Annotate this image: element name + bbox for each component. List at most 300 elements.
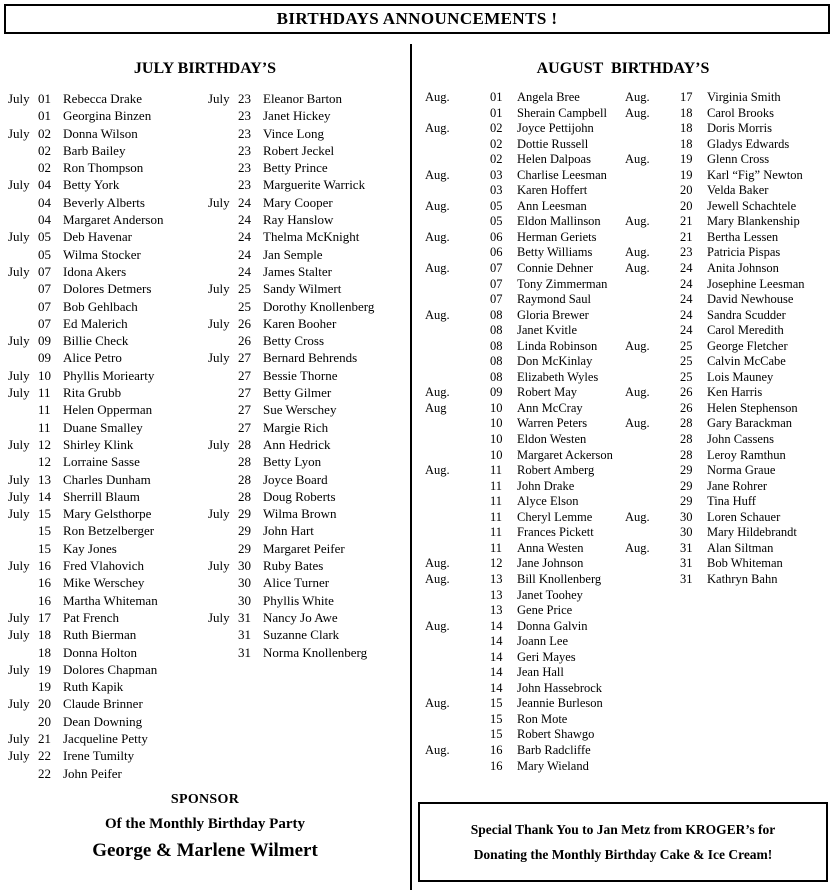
title-banner bbox=[4, 4, 830, 34]
month-label: Aug. bbox=[625, 261, 650, 276]
person-name: Jean Hall bbox=[517, 665, 564, 680]
person-name: Margie Rich bbox=[263, 419, 329, 435]
birthday-row bbox=[425, 416, 617, 432]
day-number: 04 bbox=[38, 212, 51, 228]
person-name: George Fletcher bbox=[707, 338, 788, 353]
birthday-row bbox=[425, 90, 617, 106]
month-label bbox=[625, 370, 680, 386]
person-name: Duane Smalley bbox=[63, 419, 143, 435]
month-label bbox=[425, 354, 490, 370]
month-label: Aug. bbox=[625, 385, 650, 400]
day-number: 28 bbox=[238, 471, 251, 487]
person-name: Eldon Mallinson bbox=[517, 214, 601, 229]
birthday-row bbox=[425, 121, 617, 137]
person-name: Bob Whiteman bbox=[707, 556, 783, 571]
birthday-row bbox=[625, 199, 834, 215]
person-name: Joyce Board bbox=[263, 471, 328, 487]
birthday-row bbox=[208, 107, 410, 124]
month-label bbox=[425, 214, 490, 230]
month-label bbox=[625, 448, 680, 464]
birthday-row bbox=[425, 214, 617, 230]
month-label: July bbox=[8, 488, 30, 504]
month-label: Aug. bbox=[625, 338, 650, 353]
person-name: Don McKinlay bbox=[517, 354, 593, 369]
person-name: Kathryn Bahn bbox=[707, 571, 778, 586]
birthday-row bbox=[8, 678, 200, 695]
day-number: 13 bbox=[490, 603, 503, 618]
day-number: 08 bbox=[490, 369, 503, 384]
birthday-row bbox=[208, 176, 410, 193]
birthday-row bbox=[425, 448, 617, 464]
month-label: Aug. bbox=[425, 385, 450, 400]
birthday-row bbox=[8, 107, 200, 124]
day-number: 31 bbox=[680, 540, 693, 555]
day-number: 16 bbox=[490, 758, 503, 773]
day-number: 01 bbox=[38, 91, 51, 106]
day-number: 05 bbox=[490, 214, 503, 229]
birthday-row bbox=[625, 245, 834, 261]
month-label bbox=[425, 479, 490, 495]
birthday-row bbox=[425, 556, 617, 572]
person-name: Patricia Pispas bbox=[707, 245, 781, 260]
birthday-row bbox=[625, 432, 834, 448]
month-label bbox=[208, 332, 238, 349]
day-number: 19 bbox=[38, 679, 51, 695]
month-label bbox=[425, 277, 490, 293]
birthday-row bbox=[425, 152, 617, 168]
month-label bbox=[8, 644, 38, 661]
birthday-row bbox=[425, 588, 617, 604]
month-label bbox=[625, 354, 680, 370]
birthday-row bbox=[625, 277, 834, 293]
birthday-row bbox=[625, 541, 834, 557]
birthday-row bbox=[425, 354, 617, 370]
birthday-row bbox=[425, 619, 617, 635]
day-number: 25 bbox=[238, 281, 251, 297]
day-number: 24 bbox=[680, 323, 693, 338]
person-name: Suzanne Clark bbox=[263, 627, 340, 643]
birthday-row bbox=[425, 479, 617, 495]
day-number: 07 bbox=[490, 276, 503, 291]
birthday-row bbox=[425, 432, 617, 448]
person-name: John Peifer bbox=[63, 765, 122, 781]
day-number: 12 bbox=[490, 556, 503, 571]
person-name: Donna Wilson bbox=[63, 125, 138, 141]
day-number: 25 bbox=[680, 338, 693, 353]
person-name: Irene Tumilty bbox=[63, 748, 135, 764]
month-label bbox=[208, 263, 238, 280]
birthday-row bbox=[625, 292, 834, 308]
person-name: Eldon Westen bbox=[517, 432, 587, 447]
birthday-row bbox=[8, 125, 200, 142]
birthday-row bbox=[208, 125, 410, 142]
birthday-row bbox=[208, 280, 410, 297]
birthday-row bbox=[208, 644, 410, 661]
birthday-row bbox=[625, 510, 834, 526]
person-name: John Drake bbox=[517, 478, 575, 493]
birthday-row bbox=[625, 494, 834, 510]
day-number: 30 bbox=[238, 592, 251, 608]
person-name: Dolores Chapman bbox=[63, 661, 158, 677]
birthday-row bbox=[8, 471, 200, 488]
birthday-row bbox=[625, 385, 834, 401]
month-label bbox=[625, 463, 680, 479]
person-name: Sandy Wilmert bbox=[263, 281, 342, 297]
person-name: Gloria Brewer bbox=[517, 307, 589, 322]
day-number: 12 bbox=[38, 454, 51, 470]
august-columns bbox=[412, 90, 834, 774]
day-number: 11 bbox=[490, 525, 503, 540]
day-number: 28 bbox=[680, 416, 693, 431]
person-name: Gary Barackman bbox=[707, 416, 793, 431]
person-name: James Stalter bbox=[263, 263, 332, 279]
month-label: Aug. bbox=[425, 198, 450, 213]
birthday-row bbox=[425, 572, 617, 588]
august-section bbox=[412, 44, 834, 890]
day-number: 24 bbox=[238, 194, 251, 210]
month-label: July bbox=[8, 506, 30, 522]
birthday-row bbox=[625, 448, 834, 464]
birthday-row bbox=[8, 298, 200, 315]
day-number: 27 bbox=[238, 367, 251, 383]
day-number: 29 bbox=[238, 523, 251, 539]
month-label: Aug. bbox=[625, 214, 650, 229]
person-name: Glenn Cross bbox=[707, 152, 770, 167]
person-name: Gene Price bbox=[517, 603, 573, 618]
person-name: Geri Mayes bbox=[517, 649, 576, 664]
month-label bbox=[425, 292, 490, 308]
august-heading: AUGUST BIRTHDAY’S bbox=[536, 60, 710, 77]
day-number: 02 bbox=[490, 136, 503, 151]
month-label bbox=[8, 522, 38, 539]
month-label bbox=[208, 453, 238, 470]
day-number: 28 bbox=[238, 488, 251, 504]
day-number: 02 bbox=[38, 160, 51, 176]
birthday-row bbox=[8, 367, 200, 384]
birthday-row bbox=[8, 384, 200, 401]
day-number: 26 bbox=[238, 315, 251, 331]
sponsor-subtitle: Of the Monthly Birthday Party bbox=[105, 815, 305, 832]
day-number: 10 bbox=[490, 416, 503, 431]
month-label bbox=[625, 525, 680, 541]
month-label bbox=[208, 384, 238, 401]
month-label bbox=[625, 556, 680, 572]
day-number: 11 bbox=[490, 463, 503, 478]
birthday-row bbox=[208, 315, 410, 332]
month-label bbox=[425, 510, 490, 526]
month-label: July bbox=[8, 333, 30, 349]
person-name: Margaret Ackerson bbox=[517, 447, 613, 462]
person-name: Donna Holton bbox=[63, 644, 138, 660]
day-number: 14 bbox=[38, 488, 51, 504]
birthday-row bbox=[8, 592, 200, 609]
person-name: Helen Stephenson bbox=[707, 400, 798, 415]
month-label bbox=[8, 246, 38, 263]
person-name: Carol Meredith bbox=[707, 323, 784, 338]
birthday-row bbox=[425, 463, 617, 479]
person-name: Ed Malerich bbox=[63, 315, 128, 331]
person-name: Rebecca Drake bbox=[63, 91, 143, 106]
day-number: 17 bbox=[38, 609, 51, 625]
july-heading: JULY BIRTHDAY’S bbox=[133, 60, 277, 77]
person-name: Ron Thompson bbox=[63, 160, 144, 176]
day-number: 14 bbox=[490, 634, 503, 649]
person-name: Martha Whiteman bbox=[63, 592, 158, 608]
month-label: Aug. bbox=[425, 742, 450, 757]
birthday-row bbox=[425, 681, 617, 697]
birthday-row bbox=[208, 384, 410, 401]
day-number: 02 bbox=[490, 121, 503, 136]
day-number: 13 bbox=[38, 471, 51, 487]
birthday-row bbox=[8, 505, 200, 522]
birthday-row bbox=[8, 540, 200, 557]
month-label bbox=[425, 759, 490, 775]
month-label bbox=[425, 137, 490, 153]
day-number: 27 bbox=[238, 419, 251, 435]
day-number: 15 bbox=[38, 523, 51, 539]
person-name: Barb Radcliffe bbox=[517, 742, 591, 757]
month-label bbox=[425, 712, 490, 728]
month-label bbox=[8, 298, 38, 315]
birthday-row bbox=[8, 488, 200, 505]
birthday-row bbox=[625, 463, 834, 479]
month-label bbox=[208, 592, 238, 609]
day-number: 11 bbox=[38, 402, 51, 418]
day-number: 30 bbox=[680, 525, 693, 540]
birthday-row bbox=[425, 245, 617, 261]
birthday-row bbox=[425, 277, 617, 293]
birthday-row bbox=[8, 263, 200, 280]
day-number: 01 bbox=[490, 90, 503, 104]
month-label: July bbox=[8, 627, 30, 643]
birthday-row bbox=[208, 419, 410, 436]
person-name: Jacqueline Petty bbox=[63, 730, 148, 746]
day-number: 31 bbox=[238, 609, 251, 625]
month-label: Aug. bbox=[425, 261, 450, 276]
day-number: 04 bbox=[38, 177, 51, 193]
month-label: July bbox=[8, 558, 30, 574]
person-name: Betty Prince bbox=[263, 160, 328, 176]
birthday-row bbox=[8, 228, 200, 245]
day-number: 07 bbox=[490, 292, 503, 307]
person-name: John Cassens bbox=[707, 432, 775, 447]
birthday-row bbox=[208, 609, 410, 626]
birthday-row bbox=[425, 308, 617, 324]
person-name: Kay Jones bbox=[63, 540, 117, 556]
person-name: Shirley Klink bbox=[63, 436, 134, 452]
birthday-row bbox=[8, 574, 200, 591]
month-label: July bbox=[8, 263, 30, 279]
person-name: Connie Dehner bbox=[517, 261, 594, 276]
birthday-row bbox=[625, 323, 834, 339]
person-name: Margaret Anderson bbox=[63, 212, 164, 228]
birthday-row bbox=[625, 308, 834, 324]
person-name: Bill Knollenberg bbox=[517, 571, 602, 586]
person-name: Karen Booher bbox=[263, 315, 337, 331]
birthday-row bbox=[425, 401, 617, 417]
person-name: Jan Semple bbox=[263, 246, 323, 262]
birthday-row bbox=[208, 194, 410, 211]
birthday-row bbox=[625, 168, 834, 184]
person-name: Eleanor Barton bbox=[263, 91, 343, 106]
day-number: 02 bbox=[38, 125, 51, 141]
month-label: July bbox=[8, 471, 30, 487]
month-label: July bbox=[208, 436, 230, 452]
month-label bbox=[425, 541, 490, 557]
person-name: Nancy Jo Awe bbox=[263, 609, 338, 625]
day-number: 15 bbox=[38, 540, 51, 556]
month-label bbox=[8, 107, 38, 124]
person-name: Helen Dalpoas bbox=[517, 152, 591, 167]
person-name: Betty Cross bbox=[263, 333, 325, 349]
month-label: July bbox=[8, 748, 30, 764]
birthday-row bbox=[208, 349, 410, 366]
person-name: Janet Toohey bbox=[517, 587, 583, 602]
birthday-row bbox=[208, 228, 410, 245]
birthday-row bbox=[208, 246, 410, 263]
month-label bbox=[625, 183, 680, 199]
day-number: 18 bbox=[680, 121, 693, 136]
person-name: Ron Betzelberger bbox=[63, 523, 155, 539]
month-label: July bbox=[8, 730, 30, 746]
day-number: 29 bbox=[680, 463, 693, 478]
month-label bbox=[425, 370, 490, 386]
day-number: 25 bbox=[680, 354, 693, 369]
person-name: Alan Siltman bbox=[707, 540, 774, 555]
birthday-row bbox=[425, 759, 617, 775]
person-name: Alice Petro bbox=[63, 350, 122, 366]
month-label: Aug. bbox=[625, 90, 650, 104]
day-number: 13 bbox=[490, 571, 503, 586]
person-name: Ray Hanslow bbox=[263, 212, 334, 228]
person-name: Wilma Brown bbox=[263, 506, 337, 522]
sponsor-heading: SPONSOR bbox=[170, 791, 240, 807]
birthday-row bbox=[8, 661, 200, 678]
birthday-row bbox=[208, 367, 410, 384]
month-label bbox=[208, 142, 238, 159]
person-name: Carol Brooks bbox=[707, 105, 775, 120]
month-label bbox=[625, 230, 680, 246]
month-label bbox=[625, 292, 680, 308]
day-number: 03 bbox=[490, 167, 503, 182]
person-name: Sue Werschey bbox=[263, 402, 337, 418]
person-name: Dottie Russell bbox=[517, 136, 589, 151]
person-name: Lois Mauney bbox=[707, 369, 774, 384]
person-name: Mary Cooper bbox=[263, 194, 333, 210]
day-number: 21 bbox=[680, 214, 693, 229]
day-number: 10 bbox=[38, 367, 51, 383]
month-label bbox=[208, 228, 238, 245]
day-number: 24 bbox=[680, 276, 693, 291]
birthday-row bbox=[625, 90, 834, 106]
birthday-row bbox=[425, 634, 617, 650]
day-number: 13 bbox=[490, 587, 503, 602]
person-name: Janet Hickey bbox=[263, 108, 331, 124]
person-name: Leroy Ramthun bbox=[707, 447, 786, 462]
day-number: 06 bbox=[490, 229, 503, 244]
person-name: Alyce Elson bbox=[517, 494, 579, 509]
month-label bbox=[208, 298, 238, 315]
day-number: 31 bbox=[238, 644, 251, 660]
day-number: 19 bbox=[38, 661, 51, 677]
birthday-row bbox=[208, 557, 410, 574]
day-number: 14 bbox=[490, 649, 503, 664]
month-label bbox=[8, 713, 38, 730]
month-label bbox=[425, 183, 490, 199]
person-name: Mike Werschey bbox=[63, 575, 145, 591]
birthday-row bbox=[425, 727, 617, 743]
day-number: 15 bbox=[490, 711, 503, 726]
birthday-row bbox=[208, 505, 410, 522]
person-name: Dorothy Knollenberg bbox=[263, 298, 375, 314]
day-number: 11 bbox=[490, 494, 503, 509]
month-label bbox=[425, 152, 490, 168]
month-label bbox=[8, 540, 38, 557]
month-label: July bbox=[8, 367, 30, 383]
birthday-row bbox=[8, 730, 200, 747]
day-number: 09 bbox=[490, 385, 503, 400]
person-name: Karen Hoffert bbox=[517, 183, 588, 198]
july-columns bbox=[0, 90, 410, 782]
month-label: Aug. bbox=[625, 245, 650, 260]
day-number: 08 bbox=[490, 307, 503, 322]
month-label: Aug. bbox=[425, 90, 450, 104]
day-number: 28 bbox=[238, 436, 251, 452]
birthday-row bbox=[625, 401, 834, 417]
day-number: 24 bbox=[680, 307, 693, 322]
birthday-row bbox=[425, 743, 617, 759]
birthday-row bbox=[425, 650, 617, 666]
person-name: Ruth Kapik bbox=[63, 679, 124, 695]
day-number: 17 bbox=[680, 90, 693, 104]
day-number: 07 bbox=[38, 263, 51, 279]
day-number: 11 bbox=[490, 509, 503, 524]
month-label: Aug. bbox=[425, 571, 450, 586]
month-label bbox=[208, 471, 238, 488]
month-label bbox=[425, 416, 490, 432]
birthday-row bbox=[625, 556, 834, 572]
month-label bbox=[425, 588, 490, 604]
birthday-row bbox=[8, 644, 200, 661]
birthday-row bbox=[625, 152, 834, 168]
month-label bbox=[8, 592, 38, 609]
day-number: 23 bbox=[238, 160, 251, 176]
month-label bbox=[208, 401, 238, 418]
day-number: 24 bbox=[680, 292, 693, 307]
day-number: 18 bbox=[680, 136, 693, 151]
person-name: Barb Bailey bbox=[63, 142, 126, 158]
day-number: 08 bbox=[490, 338, 503, 353]
birthday-row bbox=[8, 90, 200, 107]
birthday-row bbox=[425, 137, 617, 153]
month-label bbox=[208, 522, 238, 539]
person-name: Doris Morris bbox=[707, 121, 772, 136]
birthday-row bbox=[8, 557, 200, 574]
person-name: Phyllis Moriearty bbox=[63, 367, 155, 383]
day-number: 03 bbox=[490, 183, 503, 198]
month-label bbox=[208, 488, 238, 505]
july-column-2 bbox=[200, 90, 410, 782]
birthday-row bbox=[425, 696, 617, 712]
person-name: Marguerite Warrick bbox=[263, 177, 366, 193]
month-label: Aug. bbox=[425, 229, 450, 244]
day-number: 26 bbox=[680, 400, 693, 415]
birthday-row bbox=[625, 214, 834, 230]
person-name: Ruth Bierman bbox=[63, 627, 137, 643]
day-number: 23 bbox=[680, 245, 693, 260]
month-label: July bbox=[208, 194, 230, 210]
day-number: 22 bbox=[38, 765, 51, 781]
